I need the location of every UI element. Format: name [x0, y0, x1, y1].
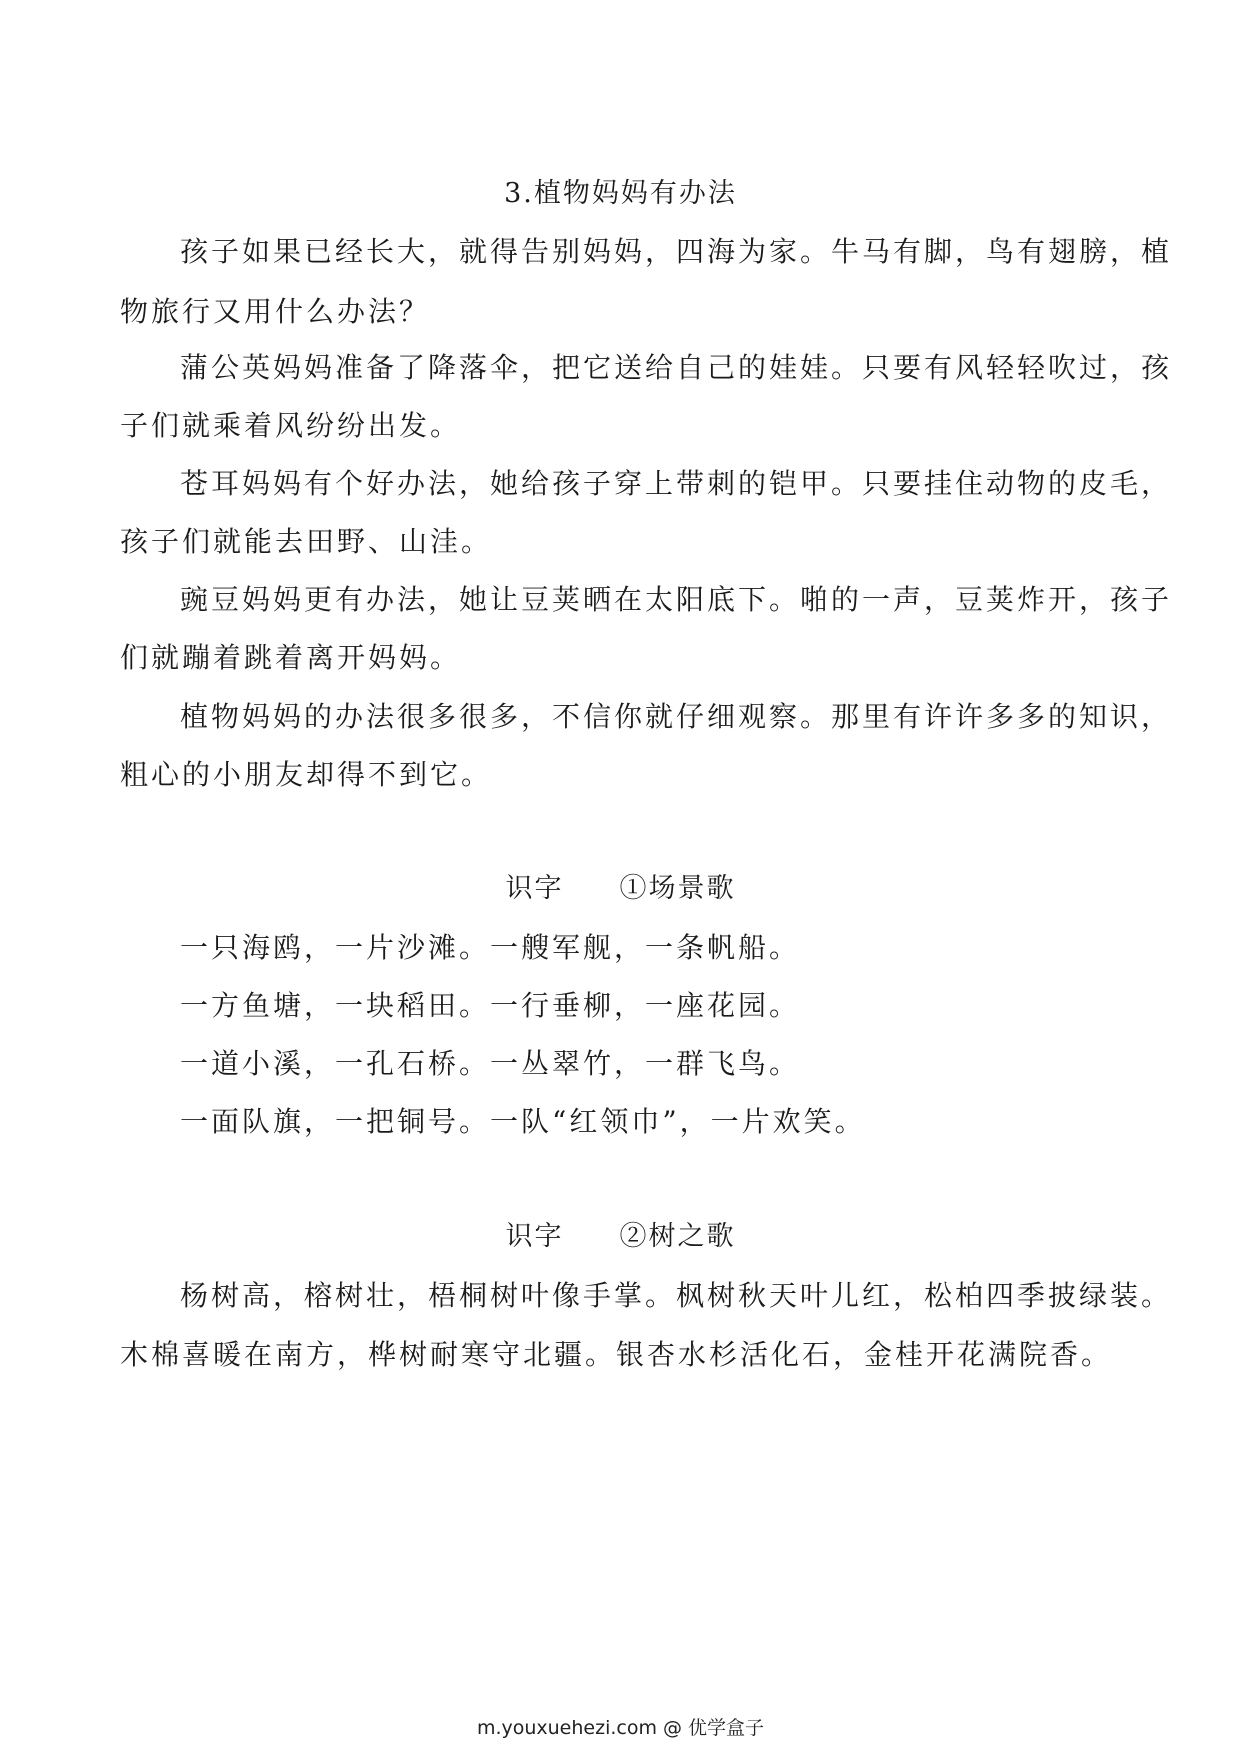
section-heading-tree-song: [0, 1219, 1241, 1255]
footer-watermark[interactable]: m.youxuehezi.com @ 优学盒子: [476, 1717, 765, 1739]
verse-line: 杨树高，榕树壮，梧桐树叶像手掌。枫树秋天叶儿红，松柏四季披绿装。: [180, 1279, 1173, 1312]
paragraph-line: 植物妈妈的办法很多很多，不信你就仔细观察。那里有许许多多的知识，: [180, 700, 1173, 733]
paragraph-line: 孩子如果已经长大，就得告别妈妈，四海为家。牛马有脚，鸟有翅膀，植: [180, 235, 1173, 268]
section-title: ②树之歌: [619, 1221, 736, 1252]
paragraph-line: 蒲公英妈妈准备了降落伞，把它送给自己的娃娃。只要有风轻轻吹过，孩: [180, 351, 1173, 384]
paragraph-line: 子们就乘着风纷纷出发。: [120, 409, 462, 442]
verse-line: 一方鱼塘，一块稻田。一行垂柳，一座花园。: [180, 989, 801, 1022]
paragraph-line: 们就蹦着跳着离开妈妈。: [120, 641, 462, 674]
section-heading-scene-song: [0, 871, 1241, 907]
section-label: 识字: [505, 873, 564, 904]
paragraph-line: 豌豆妈妈更有办法，她让豆荚晒在太阳底下。啪的一声，豆荚炸开，孩子: [180, 583, 1173, 616]
paragraph-line: 物旅行又用什么办法？: [120, 295, 431, 328]
section-title: ①场景歌: [619, 873, 736, 904]
verse-line: 一道小溪，一孔石桥。一丛翠竹，一群飞鸟。: [180, 1047, 801, 1080]
paragraph-line: 苍耳妈妈有个好办法，她给孩子穿上带刺的铠甲。只要挂住动物的皮毛，: [180, 467, 1173, 500]
paragraph-line: 孩子们就能去田野、山洼。: [120, 525, 493, 558]
verse-line: 一面队旗，一把铜号。一队“红领巾”，一片欢笑。: [180, 1105, 866, 1138]
verse-line: 一只海鸥，一片沙滩。一艘军舰，一条帆船。: [180, 931, 801, 964]
paragraph-line: 粗心的小朋友却得不到它。: [120, 758, 493, 791]
section-label: 识字: [505, 1221, 564, 1252]
lesson-title: 3.植物妈妈有办法: [504, 178, 737, 209]
verse-line: 木棉喜暖在南方，桦树耐寒守北疆。银杏水杉活化石，金桂开花满院香。: [120, 1338, 1113, 1371]
